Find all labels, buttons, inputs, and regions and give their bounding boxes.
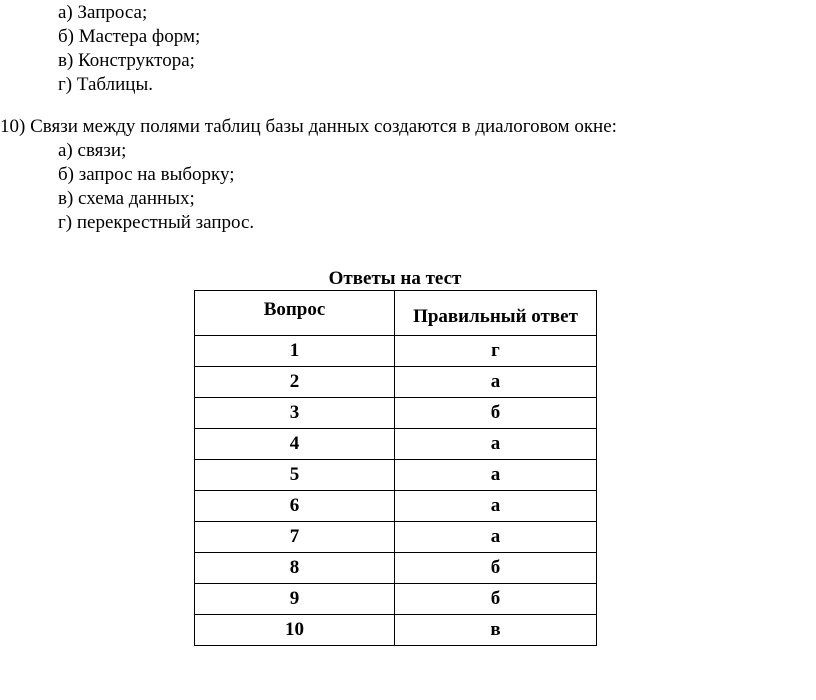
table-row: [195, 336, 597, 367]
table-row: [195, 615, 597, 646]
question-number: 8: [195, 553, 395, 584]
option-d: г) перекрестный запрос.: [58, 212, 255, 233]
table-header-row: [195, 291, 597, 336]
table-row: [195, 553, 597, 584]
option-d: г) Таблицы.: [58, 74, 153, 95]
question-number: 5: [195, 460, 395, 491]
table-row: [195, 522, 597, 553]
question-number: 2: [195, 367, 395, 398]
answer-letter: б: [395, 553, 597, 584]
table-row: [195, 398, 597, 429]
answer-letter: г: [395, 336, 597, 367]
table-row: [195, 429, 597, 460]
header-correct-answer: Правильный ответ: [395, 291, 597, 336]
question-number: 4: [195, 429, 395, 460]
answer-letter: б: [395, 398, 597, 429]
answer-letter: а: [395, 491, 597, 522]
option-a: а) связи;: [58, 140, 127, 161]
answer-letter: в: [395, 615, 597, 646]
question-number: 6: [195, 491, 395, 522]
option-b: б) запрос на выборку;: [58, 164, 235, 185]
table-row: [195, 491, 597, 522]
answer-letter: а: [395, 522, 597, 553]
answer-letter: а: [395, 429, 597, 460]
option-c: в) Конструктора;: [58, 50, 195, 71]
table-row: [195, 584, 597, 615]
answer-letter: а: [395, 460, 597, 491]
question-number: 7: [195, 522, 395, 553]
question-number: 3: [195, 398, 395, 429]
table-row: [195, 367, 597, 398]
answers-table-title: Ответы на тест: [328, 268, 462, 289]
header-question: Вопрос: [195, 291, 395, 336]
question-10-text: 10) Связи между полями таблиц базы данных создаются в диалоговом окне:: [0, 116, 617, 137]
answer-letter: а: [395, 367, 597, 398]
answers-table: [194, 290, 597, 646]
question-number: 1: [195, 336, 395, 367]
table-row: [195, 460, 597, 491]
option-b: б) Мастера форм;: [58, 26, 201, 47]
answer-letter: б: [395, 584, 597, 615]
option-c: в) схема данных;: [58, 188, 195, 209]
question-number: 10: [195, 615, 395, 646]
question-number: 9: [195, 584, 395, 615]
option-a: а) Запроса;: [58, 2, 148, 23]
